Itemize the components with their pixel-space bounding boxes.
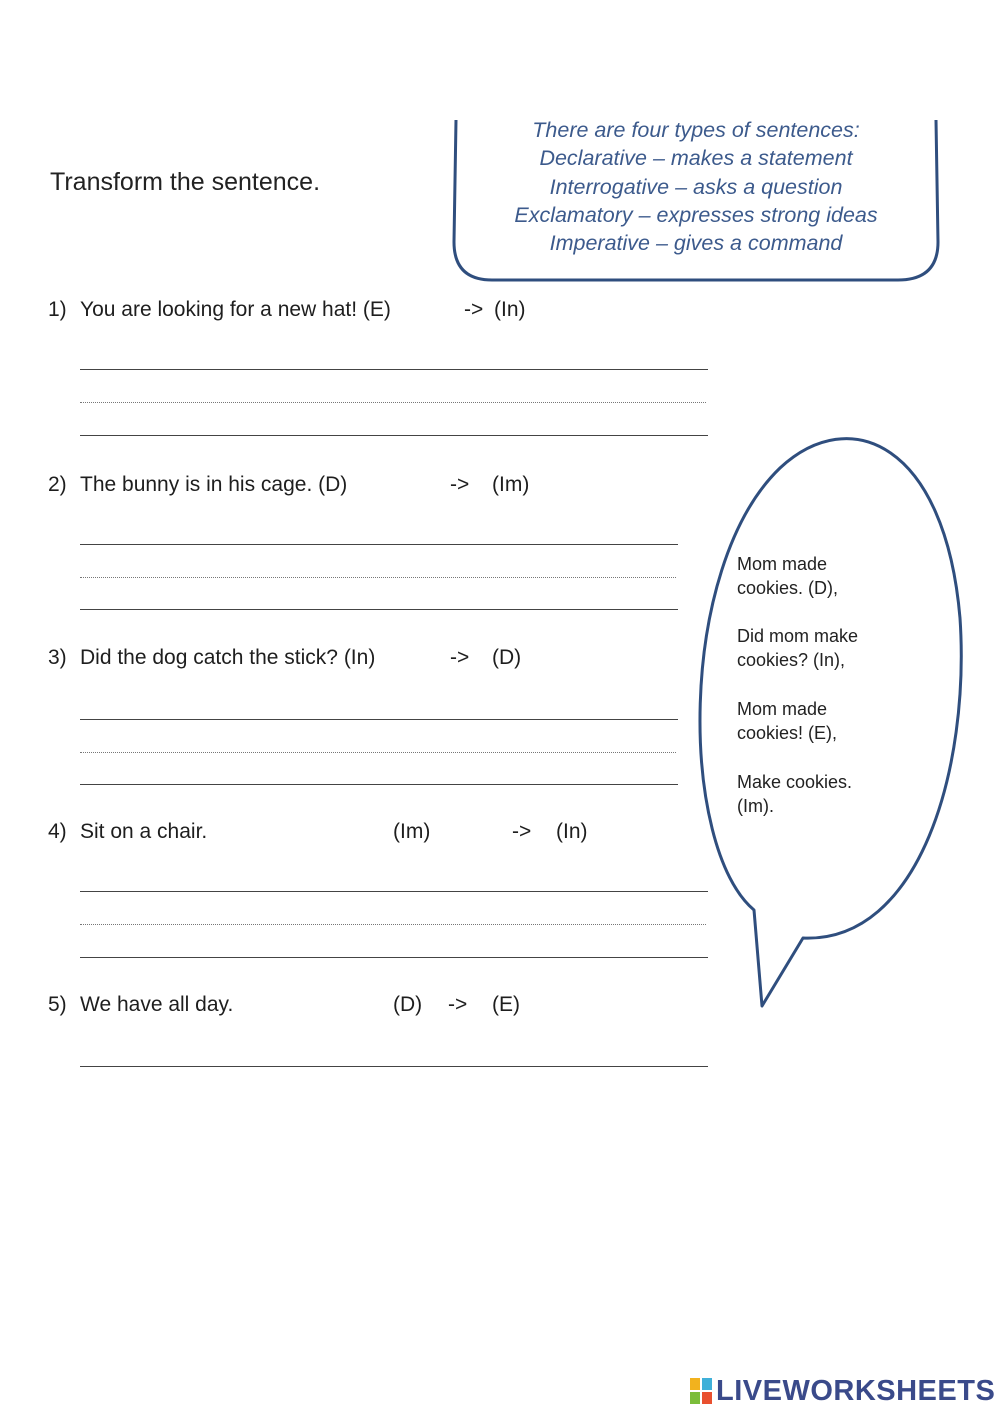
question-3 xyxy=(48,646,668,672)
question-5 xyxy=(48,993,668,1019)
guide-line xyxy=(80,752,676,753)
bubble-line: (Im). xyxy=(737,796,774,816)
bubble-line: Mom made xyxy=(737,699,828,719)
bubble-example-imperative xyxy=(737,770,852,818)
answer-line[interactable] xyxy=(80,957,708,958)
liveworksheets-logo[interactable] xyxy=(690,1374,995,1408)
bubble-line: Make cookies. xyxy=(737,772,853,792)
info-line-interrogative: Interrogative – asks a question xyxy=(549,175,843,199)
arrow: -> xyxy=(464,298,484,321)
answer-line[interactable] xyxy=(80,369,708,370)
question-text: We have all day. xyxy=(80,993,234,1016)
question-1 xyxy=(48,298,708,324)
question-number: 1) xyxy=(48,298,67,321)
answer-line[interactable] xyxy=(80,544,678,545)
bubble-line: cookies? (In), xyxy=(737,650,846,670)
question-text: You are looking for a new hat! (E) xyxy=(80,298,391,321)
bubble-line: Mom made xyxy=(737,554,828,574)
info-line-exclamatory: Exclamatory – expresses strong ideas xyxy=(514,203,878,227)
target-type: (In) xyxy=(494,298,526,321)
question-4 xyxy=(48,820,668,846)
target-type: (D) xyxy=(492,646,522,669)
info-line-imperative: Imperative – gives a command xyxy=(549,231,843,255)
target-type: (Im) xyxy=(492,473,530,496)
answer-line[interactable] xyxy=(80,719,678,720)
source-type: (D) xyxy=(393,993,423,1016)
question-number: 2) xyxy=(48,473,67,496)
answer-line[interactable] xyxy=(80,784,678,785)
question-text: Did the dog catch the stick? (In) xyxy=(80,646,376,669)
question-text: The bunny is in his cage. (D) xyxy=(80,473,348,496)
question-text: Sit on a chair. xyxy=(80,820,208,843)
answer-line[interactable] xyxy=(80,891,708,892)
target-type: (In) xyxy=(556,820,588,843)
answer-line[interactable] xyxy=(80,609,678,610)
guide-line xyxy=(80,402,706,403)
source-type: (Im) xyxy=(393,820,431,843)
bubble-example-exclamatory xyxy=(737,697,837,745)
answer-line[interactable] xyxy=(80,1066,708,1067)
answer-line[interactable] xyxy=(80,435,708,436)
bubble-line: cookies. (D), xyxy=(737,578,839,598)
guide-line xyxy=(80,924,706,925)
logo-text: LIVEWORKSHEETS xyxy=(716,1374,996,1407)
logo-mark-icon xyxy=(690,1378,712,1404)
target-type: (E) xyxy=(492,993,520,1016)
arrow: -> xyxy=(450,473,470,496)
bubble-example-declarative xyxy=(737,552,838,600)
question-2 xyxy=(48,473,668,499)
question-number: 4) xyxy=(48,820,67,843)
guide-line xyxy=(80,577,676,578)
question-number: 5) xyxy=(48,993,67,1016)
bubble-example-interrogative xyxy=(737,624,858,672)
bubble-line: Did mom make xyxy=(737,626,859,646)
arrow: -> xyxy=(450,646,470,669)
bubble-line: cookies! (E), xyxy=(737,723,838,743)
arrow: -> xyxy=(512,820,532,843)
info-line-declarative: Declarative – makes a statement xyxy=(539,146,853,170)
question-number: 3) xyxy=(48,646,67,669)
info-line-heading: There are four types of sentences: xyxy=(532,118,860,142)
worksheet-title: Transform the sentence. xyxy=(50,168,321,196)
arrow: -> xyxy=(448,993,468,1016)
